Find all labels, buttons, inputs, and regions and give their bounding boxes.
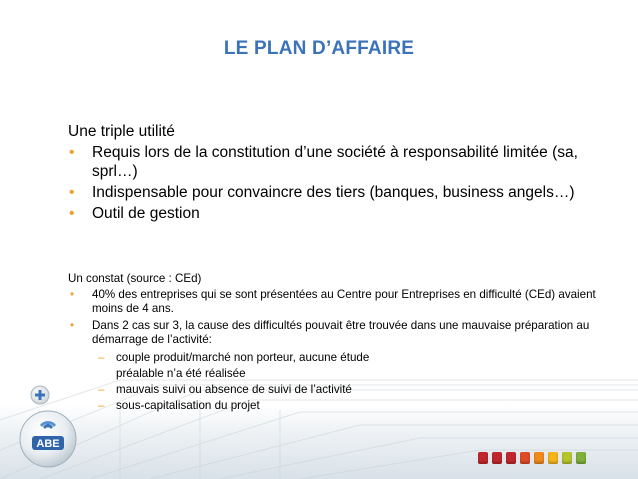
sub-list-item-text: mauvais suivi ou absence de suivi de l’activité <box>116 383 352 396</box>
color-dot <box>534 452 544 464</box>
list-item <box>68 143 623 181</box>
bullet-icon: • <box>70 319 75 332</box>
color-dot <box>506 452 516 464</box>
list-item-text: Outil de gestion <box>92 205 200 222</box>
bullet-list <box>68 288 623 347</box>
slide-title: LE PLAN D’AFFAIRE <box>223 38 415 59</box>
list-item <box>68 288 623 316</box>
dash-icon: – <box>98 399 105 412</box>
bullet-list <box>68 143 623 223</box>
sub-list-item-continuation <box>68 366 623 381</box>
list-item-text: Dans 2 cas sur 3, la cause des difficultés pouvait être trouvée dans une mauvaise préparation au démarrage de l’activité: <box>92 319 590 346</box>
sub-list-item-text: couple produit/marché non porteur, aucune étude <box>116 351 370 364</box>
section-constat <box>68 272 623 414</box>
sub-list-item <box>68 382 623 397</box>
abe-logo <box>10 383 86 469</box>
dash-icon: – <box>98 383 105 396</box>
list-item <box>68 204 623 223</box>
color-dot <box>478 452 488 464</box>
sub-list-item-text: sous-capitalisation du projet <box>116 399 260 412</box>
list-item-text: Requis lors de la constitution d’une société à responsabilité limitée (sa, sprl…) <box>92 144 578 180</box>
sub-list-item <box>68 398 623 413</box>
list-item-text: Indispensable pour convaincre des tiers (banques, business angels…) <box>92 184 575 201</box>
color-dot <box>492 452 502 464</box>
color-dot <box>548 452 558 464</box>
list-item <box>68 183 623 202</box>
bullet-icon: • <box>70 288 75 301</box>
bullet-icon: • <box>69 184 75 201</box>
color-dot <box>562 452 572 464</box>
sub-list-item <box>68 350 623 365</box>
sub-bullet-list <box>68 350 623 413</box>
color-dot <box>576 452 586 464</box>
bullet-icon: • <box>69 144 75 161</box>
sub-list-item-text: préalable n’a été réalisée <box>116 367 246 380</box>
bullet-icon: • <box>69 205 75 222</box>
dash-icon: – <box>98 351 105 364</box>
list-item-text: 40% des entreprises qui se sont présentées au Centre pour Entreprises en difficulté (CEd) avaient moins de 4 ans. <box>92 288 596 315</box>
list-item <box>68 319 623 347</box>
color-dot <box>520 452 530 464</box>
logo-text: ABE <box>36 438 60 450</box>
section-heading: Un constat (source : CEd) <box>68 272 202 285</box>
color-dots-strip <box>478 452 586 466</box>
section-triple-utilite <box>68 123 623 225</box>
section-heading: Une triple utilité <box>68 123 175 140</box>
